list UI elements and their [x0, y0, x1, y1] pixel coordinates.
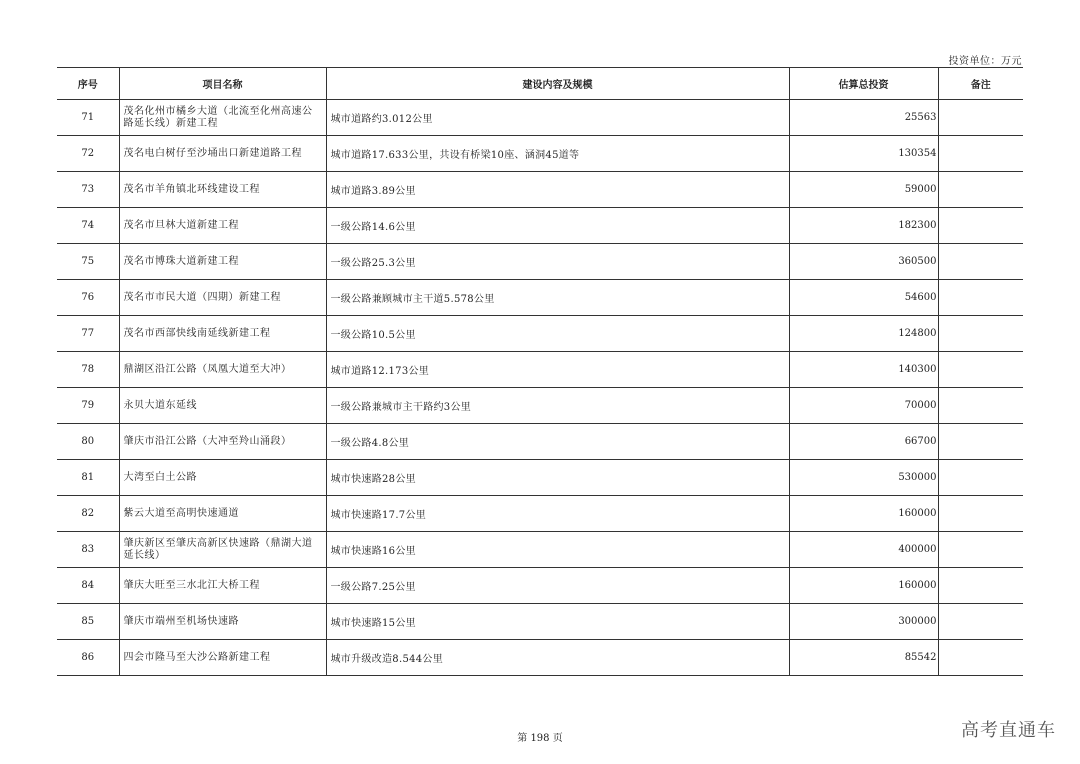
cell-project-name: 紫云大道至高明快速通道 — [119, 496, 326, 532]
cell-construction-scope: 城市快速路15公里 — [326, 604, 789, 640]
investment-unit-note: 投资单位：万元 — [948, 56, 1022, 67]
cell-remarks — [938, 604, 1023, 640]
header-estimated-investment: 估算总投资 — [789, 68, 938, 100]
cell-construction-scope: 城市快速路16公里 — [326, 532, 789, 568]
cell-construction-scope: 一级公路兼顾城市主干道5.578公里 — [326, 280, 789, 316]
cell-remarks — [938, 496, 1023, 532]
cell-no: 86 — [57, 640, 119, 676]
cell-project-name: 茂名市旦林大道新建工程 — [119, 208, 326, 244]
cell-no: 73 — [57, 172, 119, 208]
cell-project-name: 茂名化州市橘乡大道（北流至化州高速公路延长线）新建工程 — [119, 100, 326, 136]
cell-estimated-investment: 530000 — [789, 460, 938, 496]
table-row — [57, 388, 1023, 424]
cell-no: 85 — [57, 604, 119, 640]
cell-remarks — [938, 532, 1023, 568]
cell-remarks — [938, 280, 1023, 316]
cell-construction-scope: 城市道路17.633公里，共设有桥梁10座、涵洞45道等 — [326, 136, 789, 172]
cell-estimated-investment: 66700 — [789, 424, 938, 460]
table-row — [57, 136, 1023, 172]
cell-estimated-investment: 160000 — [789, 496, 938, 532]
table-row — [57, 316, 1023, 352]
watermark-text: 高考直通车 — [961, 720, 1056, 741]
cell-no: 74 — [57, 208, 119, 244]
cell-project-name: 茂名市西部快线南延线新建工程 — [119, 316, 326, 352]
table-row — [57, 640, 1023, 676]
table-row — [57, 352, 1023, 388]
cell-no: 84 — [57, 568, 119, 604]
cell-remarks — [938, 352, 1023, 388]
cell-no: 81 — [57, 460, 119, 496]
cell-construction-scope: 一级公路兼城市主干路约3公里 — [326, 388, 789, 424]
cell-construction-scope: 城市道路3.89公里 — [326, 172, 789, 208]
cell-no: 75 — [57, 244, 119, 280]
header-construction-scope: 建设内容及规模 — [326, 68, 789, 100]
table-row — [57, 460, 1023, 496]
cell-project-name: 肇庆大旺至三水北江大桥工程 — [119, 568, 326, 604]
table-row — [57, 532, 1023, 568]
header-project-name: 项目名称 — [119, 68, 326, 100]
cell-project-name: 茂名市羊角镇北环线建设工程 — [119, 172, 326, 208]
cell-project-name: 茂名电白树仔至沙埇出口新建道路工程 — [119, 136, 326, 172]
cell-no: 71 — [57, 100, 119, 136]
cell-construction-scope: 城市道路约3.012公里 — [326, 100, 789, 136]
cell-estimated-investment: 300000 — [789, 604, 938, 640]
cell-project-name: 永贝大道东延线 — [119, 388, 326, 424]
table-row — [57, 604, 1023, 640]
cell-estimated-investment: 124800 — [789, 316, 938, 352]
cell-estimated-investment: 59000 — [789, 172, 938, 208]
cell-construction-scope: 一级公路14.6公里 — [326, 208, 789, 244]
cell-estimated-investment: 85542 — [789, 640, 938, 676]
table-row — [57, 280, 1023, 316]
cell-remarks — [938, 172, 1023, 208]
cell-project-name: 大湾至白土公路 — [119, 460, 326, 496]
cell-remarks — [938, 208, 1023, 244]
cell-estimated-investment: 130354 — [789, 136, 938, 172]
cell-no: 80 — [57, 424, 119, 460]
table-body — [57, 100, 1023, 676]
cell-estimated-investment: 360500 — [789, 244, 938, 280]
cell-project-name: 肇庆市沿江公路（大冲至羚山涌段） — [119, 424, 326, 460]
cell-construction-scope: 一级公路4.8公里 — [326, 424, 789, 460]
cell-estimated-investment: 160000 — [789, 568, 938, 604]
cell-construction-scope: 城市升级改造8.544公里 — [326, 640, 789, 676]
cell-remarks — [938, 100, 1023, 136]
cell-estimated-investment: 182300 — [789, 208, 938, 244]
page-number: 第 198 页 — [517, 733, 563, 744]
table-row — [57, 424, 1023, 460]
table-row — [57, 496, 1023, 532]
cell-no: 79 — [57, 388, 119, 424]
header-remarks: 备注 — [938, 68, 1023, 100]
cell-project-name: 茂名市博珠大道新建工程 — [119, 244, 326, 280]
cell-remarks — [938, 244, 1023, 280]
cell-remarks — [938, 136, 1023, 172]
cell-estimated-investment: 25563 — [789, 100, 938, 136]
table-row — [57, 100, 1023, 136]
cell-remarks — [938, 640, 1023, 676]
cell-construction-scope: 一级公路10.5公里 — [326, 316, 789, 352]
cell-remarks — [938, 568, 1023, 604]
cell-no: 77 — [57, 316, 119, 352]
cell-estimated-investment: 70000 — [789, 388, 938, 424]
cell-construction-scope: 一级公路25.3公里 — [326, 244, 789, 280]
cell-no: 72 — [57, 136, 119, 172]
cell-no: 78 — [57, 352, 119, 388]
table-row — [57, 244, 1023, 280]
cell-project-name: 四会市隆马至大沙公路新建工程 — [119, 640, 326, 676]
project-table — [57, 67, 1023, 676]
cell-project-name: 鼎湖区沿江公路（凤凰大道至大冲） — [119, 352, 326, 388]
cell-remarks — [938, 460, 1023, 496]
cell-construction-scope: 城市快速路17.7公里 — [326, 496, 789, 532]
table-header-row — [57, 68, 1023, 100]
cell-estimated-investment: 400000 — [789, 532, 938, 568]
cell-no: 83 — [57, 532, 119, 568]
cell-project-name: 茂名市市民大道（四期）新建工程 — [119, 280, 326, 316]
table-row — [57, 172, 1023, 208]
table-row — [57, 568, 1023, 604]
table-row — [57, 208, 1023, 244]
cell-estimated-investment: 140300 — [789, 352, 938, 388]
cell-no: 82 — [57, 496, 119, 532]
cell-project-name: 肇庆市端州至机场快速路 — [119, 604, 326, 640]
cell-construction-scope: 城市道路12.173公里 — [326, 352, 789, 388]
header-no: 序号 — [57, 68, 119, 100]
cell-no: 76 — [57, 280, 119, 316]
cell-construction-scope: 城市快速路28公里 — [326, 460, 789, 496]
cell-project-name: 肇庆新区至肇庆高新区快速路（鼎湖大道延长线） — [119, 532, 326, 568]
cell-remarks — [938, 316, 1023, 352]
cell-remarks — [938, 424, 1023, 460]
cell-estimated-investment: 54600 — [789, 280, 938, 316]
cell-construction-scope: 一级公路7.25公里 — [326, 568, 789, 604]
cell-remarks — [938, 388, 1023, 424]
